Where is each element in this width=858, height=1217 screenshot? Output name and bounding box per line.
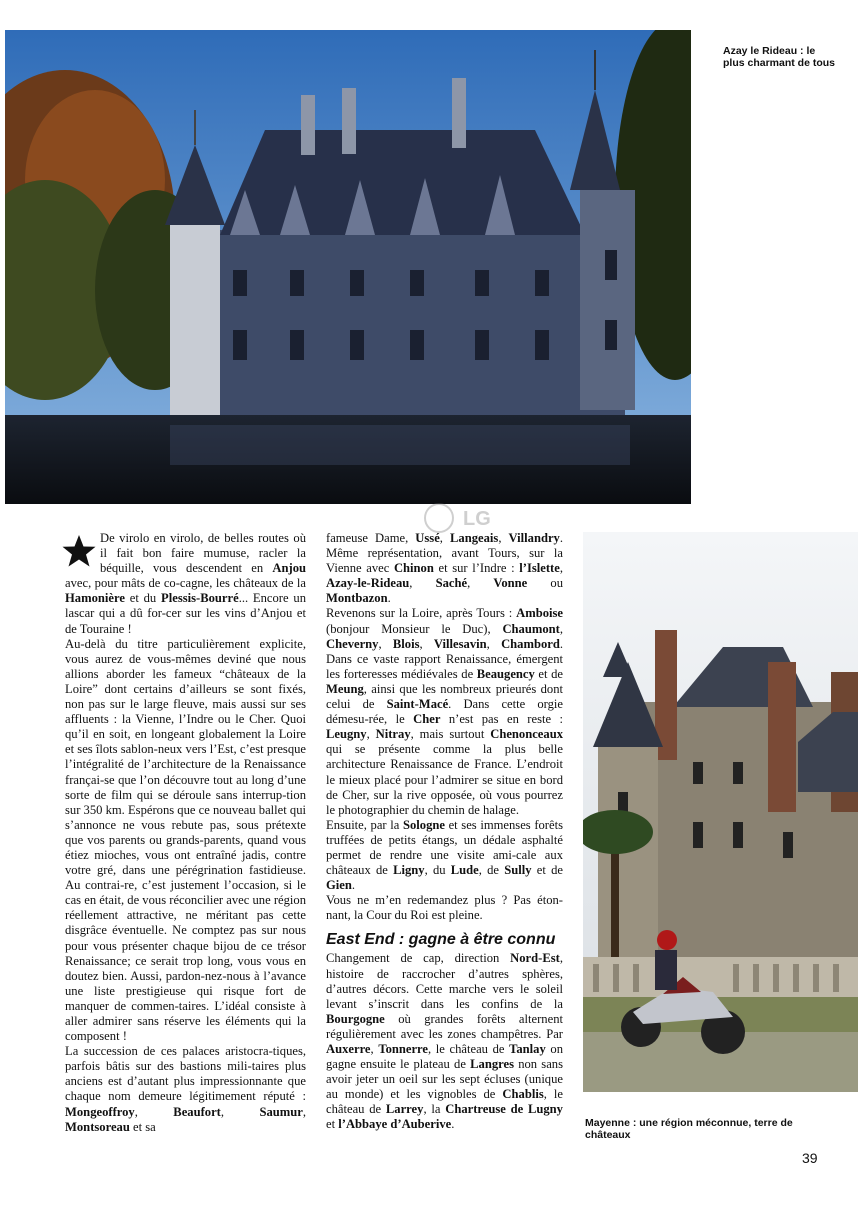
text-run: , <box>378 636 393 651</box>
section-heading: East End : gagne à être connu <box>326 931 556 949</box>
text-run: , le château de <box>428 1042 510 1056</box>
watermark-text: LG <box>463 508 491 530</box>
place-name: Hamonière <box>65 591 125 606</box>
place-name: l’Islette <box>519 561 560 576</box>
text-run: , mais surtout <box>410 727 491 742</box>
text-run: . <box>387 591 391 606</box>
text-run: Revenons sur la Loire, après Tours : <box>326 606 517 621</box>
place-name: Langres <box>470 1057 514 1072</box>
place-name: Bourgogne <box>326 1011 385 1026</box>
text-run: Vous ne m’en redemandez plus ? Pas éton-nant, la Cour du Roi est pleine. <box>326 893 563 923</box>
text-run: Au-delà du titre particulièrement explicite, vous aurez de vous-mêmes deviné que nous allions aborder les fameux “châteaux de la Loire” dont certains d’ailleurs se sont fixés, non pas sur le large fleuve, mais aussi sur ses affluents : la Vienne, l’Indre ou le Cher. Quoi qu’il en soit, en longeant globalement la Loire et ses îlots sablon-neux vers l’Est, c’est presque l’intégralité de l’architecture de la Renaissance françai-se que l’on découvre tout au long d’une sorte de film qui se déroule sans interrup-tion sur 350 km. Espérons que ce nouveau ballet qui s’annonce ne vous rebute pas, sous prétexte que vos parents ou grands-parents, quand vous étiez mioches, vous ont entraîné jadis, contre votre gré, dans une pérégrination fastidieuse. Au contrai-re, c’est justement l’occasion, si le cas en était, de vous réconcilier avec une région réellement attractive, ne méritant pas cette disgrâce éventuelle. Ne comptez pas sur nous pour vous présenter chaque bijou de ce trésor Renaissance; ce serait trop long, vous vous en doutez bien. Aussi, pardon-nez-nous à l’avance une liste prestigieuse qui risque fort de manquer de commen-taires. L’idéal consiste à aller admirer sans réserve les éléments qui la composent ! <box>65 636 306 1044</box>
text-run: et <box>326 1117 339 1132</box>
place-name: Cher <box>413 712 441 727</box>
text-run: . Même représentation, avant Tours, sur la Vienne avec <box>326 531 564 576</box>
paragraph <box>326 606 563 817</box>
text-run: ... Encore un lascar qui a dû for-cer sur les vins d’Anjou et de Touraine ! <box>65 591 306 636</box>
star-icon <box>62 534 96 568</box>
place-name: Chenonceaux <box>490 727 563 742</box>
place-name: Gien <box>326 878 352 893</box>
place-name: Sologne <box>402 817 445 832</box>
text-run: et du <box>124 591 162 606</box>
place-name: Chinon <box>393 561 434 576</box>
text-run: , <box>366 727 376 742</box>
text-run: , <box>498 531 509 545</box>
text-run: et ses immenses forêts truffées de petits étangs, un dédale asphalté permet de rendre une visite ami-cale aux châteaux de <box>326 817 563 878</box>
text-run: qui se présente comme la plus belle architecture Renaissance de France. L’endroit le mieux placé pour l’admirer se situe en bord de Cher, sur la rive opposée, où vous pourrez le photographier du chemin de halage. <box>326 742 563 817</box>
paragraph <box>65 531 306 637</box>
place-name: Lude <box>450 863 479 878</box>
text-run: où grandes forêts alternent régulièrement avec les zones champêtres. Par <box>326 1011 563 1041</box>
place-name: Sully <box>504 863 532 878</box>
text-run: , le château de <box>326 1087 563 1117</box>
photo-caption-azay: Azay le Rideau : le plus charmant de tous <box>723 45 836 69</box>
text-run: et de <box>531 863 563 878</box>
paragraph <box>326 818 563 893</box>
place-name: Nord-Est <box>510 951 560 966</box>
place-name: Saché <box>435 576 468 591</box>
text-run: Changement de cap, direction <box>326 951 511 966</box>
text-run: ou <box>527 576 564 591</box>
place-name: Chartreuse de Lugny <box>445 1102 563 1117</box>
castle-photo-azay <box>5 30 691 504</box>
place-name: Villesavin <box>433 636 487 651</box>
place-name: Cheverny <box>326 636 379 651</box>
text-run: et de <box>534 666 563 681</box>
place-name: Auxerre <box>326 1042 371 1056</box>
text-run: , <box>134 1104 174 1119</box>
text-run: , <box>302 1104 306 1119</box>
text-run: , <box>486 636 502 651</box>
castle-photo-mayenne <box>583 532 858 1092</box>
text-run: , du <box>424 863 451 878</box>
text-run: avec, pour mâts de co-cagne, les châteaux de la <box>65 576 306 591</box>
text-run: . Dans cette orgie démesu-rée, le <box>326 697 563 727</box>
place-name: l’Abbaye d’Auberive <box>338 1117 452 1132</box>
place-name: Nitray <box>375 727 411 742</box>
place-name: Montbazon <box>326 591 388 606</box>
text-run: , <box>419 636 434 651</box>
paragraph <box>65 637 306 1045</box>
text-run: De virolo en virolo, de belles routes où il fait bon faire mumuse, racler la béquille, vous descendent en <box>100 531 306 576</box>
text-run: et sa <box>129 1119 156 1134</box>
text-run: (bonjour Monsieur le Duc), <box>326 621 503 636</box>
place-name: Larrey <box>385 1102 424 1117</box>
text-run: . <box>351 878 356 893</box>
place-name: Blois <box>392 636 420 651</box>
text-run: , <box>370 1042 379 1056</box>
article-column-1 <box>65 531 306 1135</box>
place-name: Meung <box>326 681 364 696</box>
paragraph <box>326 531 563 606</box>
text-run: on gagne ensuite le plateau de <box>326 1042 564 1072</box>
paragraph <box>326 951 563 1132</box>
text-run: , la <box>423 1102 446 1117</box>
text-run: Ensuite, par la <box>326 817 403 832</box>
text-run: , de <box>478 863 505 878</box>
place-name: Plessis-Bourré <box>161 591 239 606</box>
place-name: Villandry <box>508 531 560 545</box>
place-name: Beaugency <box>476 666 535 681</box>
place-name: Chaumont <box>502 621 560 636</box>
text-run: , <box>220 1104 260 1119</box>
place-name: Amboise <box>516 606 563 621</box>
text-run: n’est pas en reste : <box>440 712 563 727</box>
place-name: Azay-le-Rideau <box>326 576 410 591</box>
text-run: , <box>559 621 563 636</box>
text-run: , histoire de raccrocher d’autres sphères, d’autres décors. Cette marche vers le soleil levant s’inscrit dans les confins de la <box>326 951 563 1011</box>
text-run: , <box>409 576 436 591</box>
text-run: fameuse Dame, <box>326 531 416 545</box>
text-run: , ainsi que les nombreux prieurés dont celui de <box>326 681 563 712</box>
place-name: Leugny <box>326 727 367 742</box>
paragraph <box>326 893 563 923</box>
place-name: Anjou <box>272 561 306 576</box>
text-run: . Dans ce vaste rapport Renaissance, émergent les forteresses médiévales de <box>326 636 563 681</box>
place-name: Ligny <box>393 863 425 878</box>
paragraph <box>65 1044 306 1135</box>
text-run: , <box>559 561 563 576</box>
place-name: Montsoreau <box>65 1119 130 1134</box>
place-name: Chambord <box>501 636 560 651</box>
place-name: Tanlay <box>509 1042 546 1056</box>
place-name: Mongeoffroy <box>65 1104 135 1119</box>
place-name: Ussé <box>415 531 440 545</box>
place-name: Saumur <box>259 1104 303 1119</box>
place-name: Vonne <box>493 576 528 591</box>
text-run: La succession de ces palaces aristocra-tiques, parfois bâtis sur des bastions mili-taires plus anciens est d’autant plus impressionnante que chaque nom demeure légitimement réputé : <box>65 1044 306 1104</box>
text-run: , <box>467 576 494 591</box>
place-name: Beaufort <box>173 1104 221 1119</box>
text-run: , <box>439 531 451 545</box>
text-run: et sur l’Indre : <box>433 561 520 576</box>
article-column-2 <box>326 531 563 1133</box>
place-name: Langeais <box>450 531 499 545</box>
photo-caption-mayenne: Mayenne : une région méconnue, terre de châteaux <box>585 1117 793 1141</box>
page-number: 39 <box>802 1150 818 1166</box>
place-name: Tonnerre <box>378 1042 429 1056</box>
text-run: . <box>451 1117 455 1132</box>
place-name: Saint-Macé <box>386 697 449 712</box>
place-name: Chablis <box>502 1087 544 1102</box>
text-run: non sans avoir jeter un oeil sur les sept écluses (unique au monde) et les vignobles de <box>326 1057 563 1102</box>
